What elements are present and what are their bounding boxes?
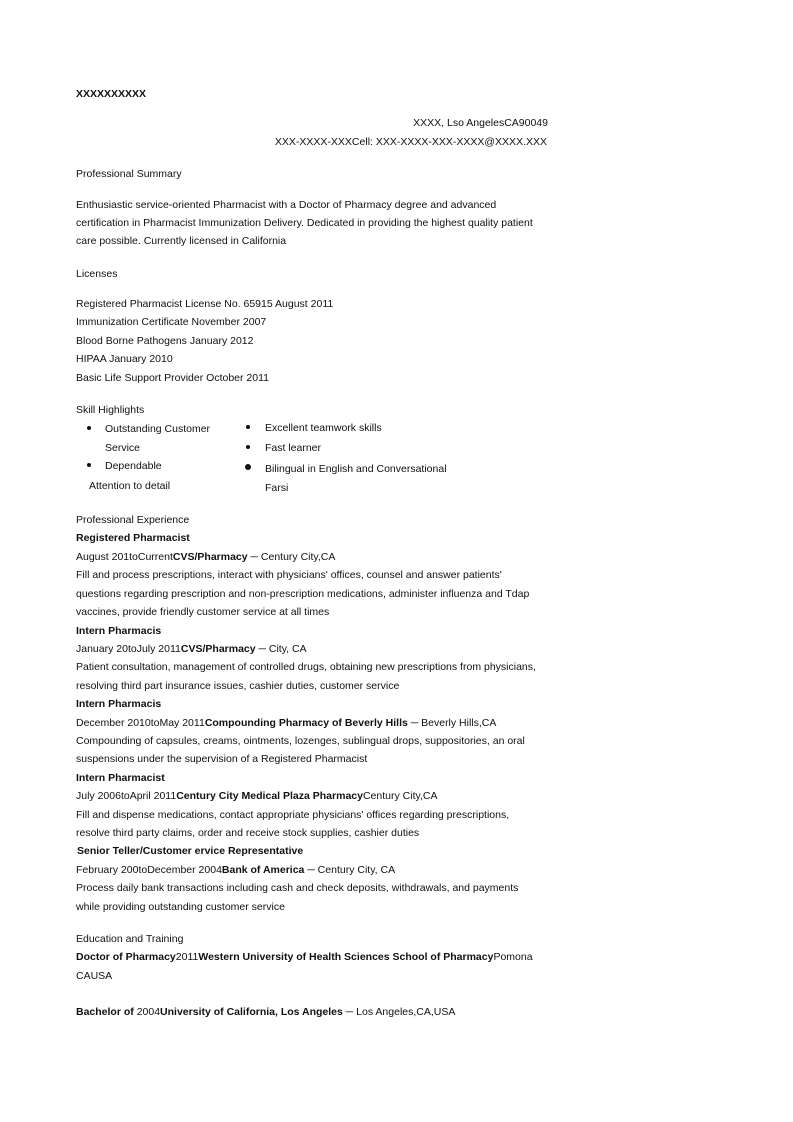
skill-item: Outstanding Customer — [105, 423, 211, 435]
skill-item: Excellent teamwork skills — [265, 422, 382, 434]
job-desc-line: suspensions under the supervision of a Registered Pharmacist — [76, 753, 368, 765]
license-item: Registered Pharmacist License No. 65915 August 2011 — [76, 298, 334, 310]
job-title: Registered Pharmacist — [76, 532, 190, 544]
license-item: HIPAA January 2010 — [76, 353, 173, 365]
education-location: CAUSA — [76, 970, 113, 982]
address-line: XXXX, Lso AngelesCA90049 — [413, 117, 548, 129]
license-item: Immunization Certificate November 2007 — [76, 316, 267, 328]
bullet-icon — [87, 426, 91, 430]
skill-item: Attention to detail — [89, 480, 171, 492]
job-desc-line: while providing outstanding customer service — [76, 901, 285, 913]
job-desc-line: Fill and process prescriptions, interact with physicians' offices, counsel and answer patients' — [76, 569, 502, 581]
job-meta: February 200toDecember 2004Bank of America ─ Century City, CA — [76, 864, 396, 876]
job-desc-line: vaccines, provide friendly customer service at all times — [76, 606, 330, 618]
skill-item: Bilingual in English and Conversational — [265, 463, 447, 475]
contact-line: XXX-XXXX-XXXCell: XXX-XXXX-XXX-XXXX@XXXX.XXX — [274, 136, 547, 148]
bullet-icon — [87, 463, 91, 467]
job-title: Intern Pharmacist — [76, 772, 165, 784]
license-item: Basic Life Support Provider October 2011 — [76, 372, 269, 384]
job-desc-line: resolving third part insurance issues, cashier duties, customer service — [76, 680, 400, 692]
skill-item: Farsi — [265, 482, 289, 494]
education-entry: Bachelor of 2004University of California, Los Angeles ─ Los Angeles,CA,USA — [76, 1006, 456, 1018]
job-meta: July 2006toApril 2011Century City Medical Plaza PharmacyCentury City,CA — [76, 790, 438, 802]
bullet-icon — [245, 464, 251, 470]
job-meta: August 201toCurrentCVS/Pharmacy ─ Century City,CA — [76, 551, 336, 563]
job-desc-line: Compounding of capsules, creams, ointments, lozenges, sublingual drops, suppositories, an oral — [76, 735, 525, 747]
job-desc-line: Patient consultation, management of controlled drugs, obtaining new prescriptions from physicians, — [76, 661, 536, 673]
section-heading-skills: Skill Highlights — [76, 404, 145, 416]
skill-item: Dependable — [105, 460, 162, 472]
skill-item: Fast learner — [265, 442, 322, 454]
summary-line: care possible. Currently licensed in California — [76, 235, 287, 247]
summary-line: Enthusiastic service-oriented Pharmacist with a Doctor of Pharmacy degree and advanced — [76, 199, 497, 211]
job-title: Senior Teller/Customer ervice Representative — [77, 845, 304, 857]
section-heading-licenses: Licenses — [76, 268, 118, 280]
job-desc-line: Fill and dispense medications, contact appropriate physicians' offices regarding prescriptions, — [76, 809, 510, 821]
section-heading-education: Education and Training — [76, 933, 184, 945]
section-heading-summary: Professional Summary — [76, 168, 182, 180]
candidate-name: XXXXXXXXXX — [76, 88, 147, 100]
section-heading-experience: Professional Experience — [76, 514, 190, 526]
job-meta: January 20toJuly 2011CVS/Pharmacy ─ City, CA — [76, 643, 307, 655]
job-desc-line: resolve third party claims, order and receive stock supplies, cashier duties — [76, 827, 420, 839]
bullet-icon — [246, 445, 250, 449]
job-title: Intern Pharmacis — [76, 698, 162, 710]
bullet-icon — [246, 425, 250, 429]
job-meta: December 2010toMay 2011Compounding Pharmacy of Beverly Hills ─ Beverly Hills,CA — [76, 717, 497, 729]
job-title: Intern Pharmacis — [76, 625, 162, 637]
job-desc-line: questions regarding prescription and non-prescription medications, administer influenza and Tdap — [76, 588, 530, 600]
education-entry: Doctor of Pharmacy2011Western University of Health Sciences School of PharmacyPomona — [76, 951, 533, 963]
license-item: Blood Borne Pathogens January 2012 — [76, 335, 254, 347]
skill-item: Service — [105, 442, 141, 454]
summary-line: certification in Pharmacist Immunization Delivery. Dedicated in providing the highest quality patient — [76, 217, 533, 229]
job-desc-line: Process daily bank transactions including cash and check deposits, withdrawals, and payments — [76, 882, 519, 894]
